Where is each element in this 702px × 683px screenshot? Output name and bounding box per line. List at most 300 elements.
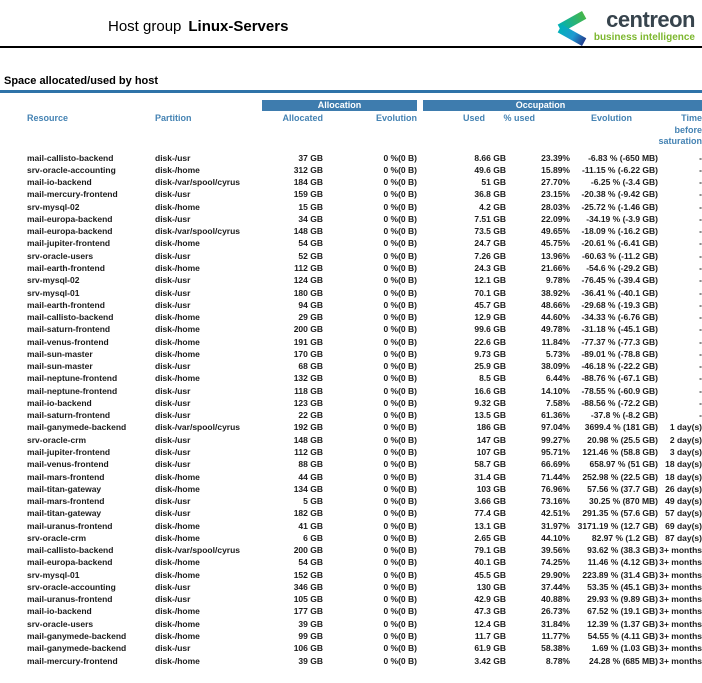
cell-resource: mail-mercury-frontend: [27, 655, 118, 666]
table-row: [0, 605, 702, 617]
table-row: [0, 164, 702, 176]
cell-alloc-evolution: 0 %(0 B): [383, 630, 417, 641]
cell-allocated: 177 GB: [293, 606, 323, 617]
table-row: [0, 188, 702, 200]
section-title: Space allocated/used by host: [4, 75, 159, 87]
cell-used: 45.7 GB: [474, 299, 506, 310]
cell-partition: disk-/usr: [155, 496, 191, 507]
cell-alloc-evolution: 0 %(0 B): [383, 520, 417, 531]
cell-pct-used: 21.66%: [541, 263, 570, 274]
cell-used: 7.26 GB: [474, 250, 506, 261]
cell-used: 9.73 GB: [474, 348, 506, 359]
cell-partition: disk-/usr: [155, 581, 191, 592]
cell-used: 11.7 GB: [474, 630, 506, 641]
cell-partition: disk-/usr: [155, 287, 191, 298]
cell-allocated: 39 GB: [298, 618, 323, 629]
cell-occ-evolution: -88.76 % (-67.1 GB): [581, 373, 658, 384]
cell-resource: srv-mysql-01: [27, 287, 80, 298]
cell-partition: disk-/usr: [155, 643, 191, 654]
table-row: [0, 348, 702, 360]
cell-resource: mail-sun-master: [27, 348, 93, 359]
cell-time: -: [699, 275, 702, 286]
cell-used: 73.5 GB: [474, 226, 506, 237]
cell-alloc-evolution: 0 %(0 B): [383, 483, 417, 494]
cell-alloc-evolution: 0 %(0 B): [383, 594, 417, 605]
table-row: [0, 311, 702, 323]
cell-alloc-evolution: 0 %(0 B): [383, 361, 417, 372]
cell-used: 147 GB: [476, 434, 506, 445]
cell-pct-used: 8.78%: [545, 655, 570, 666]
cell-occ-evolution: -6.83 % (-650 MB): [588, 152, 658, 163]
cell-pct-used: 28.03%: [541, 201, 570, 212]
cell-allocated: 200 GB: [293, 545, 323, 556]
table-row: [0, 507, 702, 519]
cell-used: 24.3 GB: [474, 263, 506, 274]
cell-pct-used: 27.70%: [541, 177, 570, 188]
cell-allocated: 346 GB: [293, 581, 323, 592]
cell-occ-evolution: 82.97 % (1.2 GB): [591, 532, 658, 543]
page-title-name: Linux-Servers: [188, 18, 289, 35]
cell-pct-used: 95.71%: [541, 447, 570, 457]
cell-alloc-evolution: 0 %(0 B): [383, 397, 417, 408]
col-header-resource: Resource: [27, 113, 69, 123]
cell-resource: mail-mercury-frontend: [27, 189, 118, 200]
cell-allocated: 88 GB: [298, 459, 323, 470]
cell-time: 3+ months: [659, 606, 702, 617]
cell-pct-used: 61.36%: [541, 410, 570, 421]
cell-partition: disk-/home: [155, 606, 200, 617]
cell-occ-evolution: -31.18 % (-45.1 GB): [581, 324, 658, 335]
brand-text: [594, 9, 695, 43]
cell-pct-used: 40.88%: [541, 594, 570, 605]
table-row: [0, 237, 702, 249]
cell-partition: disk-/usr: [155, 152, 191, 163]
cell-alloc-evolution: 0 %(0 B): [383, 226, 417, 237]
cell-alloc-evolution: 0 %(0 B): [383, 275, 417, 286]
table-row: [0, 532, 702, 544]
table-row: [0, 360, 702, 372]
table-row: [0, 421, 702, 433]
cell-pct-used: 31.84%: [541, 618, 570, 629]
cell-occ-evolution: -37.8 % (-8.2 GB): [590, 410, 658, 421]
cell-time: 3+ months: [659, 545, 702, 556]
table-row: [0, 225, 702, 237]
cell-occ-evolution: 291.35 % (57.6 GB): [582, 508, 658, 519]
cell-time: 3+ months: [659, 557, 702, 568]
cell-used: 40.1 GB: [474, 557, 506, 568]
cell-alloc-evolution: 0 %(0 B): [383, 312, 417, 323]
cell-alloc-evolution: 0 %(0 B): [383, 545, 417, 556]
cell-used: 31.4 GB: [474, 471, 506, 482]
allocation-group-header: Allocation: [262, 100, 417, 111]
cell-allocated: 132 GB: [293, 373, 323, 384]
cell-used: 61.9 GB: [474, 643, 506, 654]
cell-occ-evolution: 93.62 % (38.3 GB): [587, 545, 658, 556]
section-rule: [0, 90, 702, 93]
cell-resource: mail-europa-backend: [27, 226, 113, 237]
cell-resource: srv-mysql-02: [27, 275, 80, 286]
cell-allocated: 170 GB: [293, 348, 323, 359]
cell-used: 22.6 GB: [474, 336, 506, 347]
cell-resource: mail-callisto-backend: [27, 312, 114, 323]
group-header-spacer: [0, 100, 262, 111]
cell-resource: srv-mysql-02: [27, 201, 80, 212]
cell-occ-evolution: 53.35 % (45.1 GB): [587, 581, 658, 592]
cell-pct-used: 76.96%: [541, 483, 570, 494]
cell-partition: disk-/home: [155, 557, 200, 568]
cell-used: 107 GB: [476, 447, 506, 457]
cell-occ-evolution: 658.97 % (51 GB): [589, 459, 658, 470]
cell-allocated: 5 GB: [303, 496, 323, 507]
cell-used: 8.5 GB: [479, 373, 506, 384]
cell-allocated: 37 GB: [298, 152, 323, 163]
cell-allocated: 68 GB: [298, 361, 323, 372]
col-header-allocated: Allocated: [282, 113, 323, 123]
cell-occ-evolution: 121.46 % (58.8 GB): [582, 447, 658, 457]
cell-time: -: [699, 177, 702, 188]
table-row: [0, 519, 702, 531]
cell-resource: mail-neptune-frontend: [27, 385, 118, 396]
cell-allocated: 152 GB: [293, 569, 323, 580]
group-header-row: [0, 100, 702, 111]
cell-pct-used: 7.58%: [545, 397, 570, 408]
cell-allocated: 54 GB: [298, 238, 323, 249]
cell-pct-used: 71.44%: [541, 471, 570, 482]
cell-allocated: 41 GB: [298, 520, 323, 531]
cell-time: -: [699, 299, 702, 310]
cell-resource: mail-callisto-backend: [27, 152, 114, 163]
cell-partition: disk-/usr: [155, 250, 191, 261]
cell-partition: disk-/home: [155, 373, 200, 384]
cell-time: -: [699, 287, 702, 298]
cell-pct-used: 11.84%: [541, 336, 570, 347]
cell-allocated: 44 GB: [298, 471, 323, 482]
cell-used: 9.32 GB: [474, 397, 506, 408]
cell-partition: disk-/usr: [155, 459, 191, 470]
cell-partition: disk-/home: [155, 348, 200, 359]
cell-used: 3.42 GB: [474, 655, 506, 666]
cell-resource: mail-sun-master: [27, 361, 93, 372]
cell-time: 3+ months: [659, 643, 702, 654]
space-table: [0, 100, 702, 667]
title-rule: [0, 46, 702, 48]
cell-partition: disk-/var/spool/cyrus: [155, 226, 241, 237]
cell-alloc-evolution: 0 %(0 B): [383, 348, 417, 359]
col-header-pct-used: % used: [503, 113, 535, 123]
cell-partition: disk-/home: [155, 618, 200, 629]
cell-alloc-evolution: 0 %(0 B): [383, 201, 417, 212]
cell-partition: disk-/home: [155, 630, 200, 641]
cell-partition: disk-/home: [155, 336, 200, 347]
table-row: [0, 385, 702, 397]
cell-time: -: [699, 250, 702, 261]
col-header-time-before-saturation: [632, 113, 702, 148]
table-row: [0, 152, 702, 164]
cell-pct-used: 22.09%: [541, 213, 570, 224]
cell-partition: disk-/usr: [155, 361, 191, 372]
table-row: [0, 446, 702, 458]
cell-partition: disk-/home: [155, 520, 200, 531]
cell-pct-used: 37.44%: [541, 581, 570, 592]
cell-partition: disk-/usr: [155, 385, 191, 396]
cell-resource: srv-mysql-01: [27, 569, 80, 580]
cell-used: 2.65 GB: [474, 532, 506, 543]
cell-partition: disk-/home: [155, 263, 200, 274]
cell-occ-evolution: -54.6 % (-29.2 GB): [586, 263, 658, 274]
cell-pct-used: 38.09%: [541, 361, 570, 372]
table-row: [0, 495, 702, 507]
cell-alloc-evolution: 0 %(0 B): [383, 508, 417, 519]
cell-pct-used: 15.89%: [541, 164, 570, 175]
cell-pct-used: 29.90%: [541, 569, 570, 580]
cell-alloc-evolution: 0 %(0 B): [383, 496, 417, 507]
cell-pct-used: 49.78%: [541, 324, 570, 335]
cell-used: 24.7 GB: [474, 238, 506, 249]
cell-alloc-evolution: 0 %(0 B): [383, 422, 417, 433]
cell-pct-used: 74.25%: [541, 557, 570, 568]
cell-alloc-evolution: 0 %(0 B): [383, 434, 417, 445]
cell-partition: disk-/home: [155, 655, 200, 666]
cell-partition: disk-/home: [155, 238, 200, 249]
cell-alloc-evolution: 0 %(0 B): [383, 643, 417, 654]
col-header-partition: Partition: [155, 113, 192, 123]
cell-pct-used: 48.66%: [541, 299, 570, 310]
cell-allocated: 112 GB: [294, 447, 323, 457]
cell-occ-evolution: -60.63 % (-11.2 GB): [581, 250, 658, 261]
cell-allocated: 184 GB: [293, 177, 323, 188]
cell-resource: mail-io-backend: [27, 177, 92, 188]
table-row: [0, 544, 702, 556]
cell-occ-evolution: 223.89 % (31.4 GB): [582, 569, 658, 580]
table-row: [0, 335, 702, 347]
cell-partition: disk-/usr: [155, 299, 191, 310]
cell-pct-used: 44.60%: [541, 312, 570, 323]
column-header-row: [0, 113, 702, 148]
cell-pct-used: 6.44%: [545, 373, 570, 384]
cell-occ-evolution: 54.55 % (4.11 GB): [587, 630, 658, 641]
cell-used: 51 GB: [481, 177, 506, 188]
table-row: [0, 630, 702, 642]
cell-resource: mail-jupiter-frontend: [27, 238, 111, 249]
cell-allocated: 182 GB: [293, 508, 323, 519]
cell-alloc-evolution: 0 %(0 B): [383, 581, 417, 592]
cell-alloc-evolution: 0 %(0 B): [383, 250, 417, 261]
cell-used: 47.3 GB: [474, 606, 506, 617]
cell-alloc-evolution: 0 %(0 B): [383, 557, 417, 568]
cell-occ-evolution: 29.93 % (9.89 GB): [587, 594, 658, 605]
cell-resource: mail-mars-frontend: [27, 471, 105, 482]
cell-time: -: [699, 152, 702, 163]
cell-alloc-evolution: 0 %(0 B): [383, 213, 417, 224]
cell-alloc-evolution: 0 %(0 B): [383, 164, 417, 175]
cell-allocated: 39 GB: [298, 655, 323, 666]
cell-resource: mail-jupiter-frontend: [27, 447, 111, 457]
cell-allocated: 123 GB: [293, 397, 323, 408]
cell-alloc-evolution: 0 %(0 B): [383, 471, 417, 482]
cell-allocated: 200 GB: [293, 324, 323, 335]
cell-allocated: 191 GB: [293, 336, 323, 347]
table-row: [0, 569, 702, 581]
cell-pct-used: 45.75%: [541, 238, 570, 249]
cell-partition: disk-/var/spool/cyrus: [155, 177, 241, 188]
cell-occ-evolution: 30.25 % (870 MB): [589, 496, 658, 507]
cell-allocated: 22 GB: [298, 410, 323, 421]
brand-tagline: business intelligence: [593, 32, 695, 43]
cell-resource: mail-ganymede-backend: [27, 630, 127, 641]
cell-occ-evolution: -76.45 % (-39.4 GB): [581, 275, 658, 286]
table-row: [0, 593, 702, 605]
cell-pct-used: 14.10%: [541, 385, 570, 396]
table-row: [0, 642, 702, 654]
table-row: [0, 397, 702, 409]
cell-used: 186 GB: [476, 422, 506, 433]
cell-time: -: [699, 213, 702, 224]
cell-allocated: 105 GB: [293, 594, 323, 605]
cell-time: -: [699, 385, 702, 396]
cell-time: 49 day(s): [665, 496, 702, 507]
cell-partition: disk-/usr: [155, 434, 191, 445]
cell-partition: disk-/usr: [155, 189, 191, 200]
cell-pct-used: 66.69%: [541, 459, 570, 470]
cell-time: -: [699, 373, 702, 384]
cell-alloc-evolution: 0 %(0 B): [383, 447, 417, 457]
cell-alloc-evolution: 0 %(0 B): [383, 655, 417, 666]
cell-occ-evolution: -20.61 % (-6.41 GB): [581, 238, 658, 249]
brand-name: centreon: [606, 7, 695, 32]
cell-partition: disk-/var/spool/cyrus: [155, 545, 241, 556]
table-row: [0, 458, 702, 470]
cell-time: -: [699, 361, 702, 372]
cell-resource: mail-io-backend: [27, 606, 92, 617]
cell-used: 42.9 GB: [474, 594, 506, 605]
cell-alloc-evolution: 0 %(0 B): [383, 336, 417, 347]
table-row: [0, 556, 702, 568]
cell-partition: disk-/usr: [155, 594, 191, 605]
cell-occ-evolution: -20.38 % (-9.42 GB): [581, 189, 658, 200]
cell-alloc-evolution: 0 %(0 B): [383, 177, 417, 188]
table-row: [0, 434, 702, 446]
cell-used: 25.9 GB: [474, 361, 506, 372]
cell-alloc-evolution: 0 %(0 B): [383, 459, 417, 470]
centreon-logo-icon: [553, 10, 590, 47]
cell-resource: mail-callisto-backend: [27, 545, 114, 556]
cell-pct-used: 73.16%: [541, 496, 570, 507]
cell-resource: mail-mars-frontend: [27, 496, 105, 507]
cell-resource: mail-ganymede-backend: [27, 643, 127, 654]
cell-partition: disk-/home: [155, 532, 200, 543]
cell-resource: mail-io-backend: [27, 397, 92, 408]
table-row: [0, 470, 702, 482]
cell-partition: disk-/home: [155, 324, 200, 335]
cell-occ-evolution: -77.37 % (-77.3 GB): [581, 336, 658, 347]
cell-occ-evolution: -36.41 % (-40.1 GB): [581, 287, 658, 298]
cell-partition: disk-/home: [155, 164, 200, 175]
cell-alloc-evolution: 0 %(0 B): [383, 263, 417, 274]
cell-partition: disk-/usr: [155, 447, 191, 457]
table-row: [0, 618, 702, 630]
cell-time: 1 day(s): [669, 422, 702, 433]
cell-resource: mail-venus-frontend: [27, 459, 109, 470]
cell-time: 3+ months: [659, 618, 702, 629]
cell-alloc-evolution: 0 %(0 B): [383, 152, 417, 163]
cell-resource: mail-titan-gateway: [27, 483, 102, 494]
cell-used: 58.7 GB: [474, 459, 506, 470]
cell-resource: mail-earth-frontend: [27, 263, 105, 274]
cell-occ-evolution: 12.39 % (1.37 GB): [587, 618, 658, 629]
col-header-occ-evolution: Evolution: [591, 113, 632, 123]
cell-occ-evolution: -18.09 % (-16.2 GB): [581, 226, 658, 237]
table-row: [0, 483, 702, 495]
table-row: [0, 262, 702, 274]
cell-occ-evolution: -89.01 % (-78.8 GB): [581, 348, 658, 359]
cell-time: 87 day(s): [665, 532, 702, 543]
cell-partition: disk-/usr: [155, 213, 191, 224]
cell-alloc-evolution: 0 %(0 B): [383, 324, 417, 335]
cell-resource: srv-oracle-users: [27, 618, 94, 629]
table-row: [0, 286, 702, 298]
cell-used: 3.66 GB: [474, 496, 506, 507]
cell-allocated: 94 GB: [298, 299, 323, 310]
cell-alloc-evolution: 0 %(0 B): [383, 606, 417, 617]
cell-time: -: [699, 348, 702, 359]
cell-used: 13.1 GB: [474, 520, 506, 531]
cell-pct-used: 5.73%: [545, 348, 570, 359]
cell-allocated: 159 GB: [293, 189, 323, 200]
cell-time: -: [699, 312, 702, 323]
table-row: [0, 213, 702, 225]
cell-resource: srv-oracle-accounting: [27, 581, 116, 592]
cell-occ-evolution: -6.25 % (-3.4 GB): [590, 177, 658, 188]
cell-allocated: 99 GB: [298, 630, 323, 641]
cell-time: 18 day(s): [665, 459, 702, 470]
cell-allocated: 15 GB: [298, 201, 323, 212]
cell-time: 2 day(s): [669, 434, 702, 445]
cell-partition: disk-/usr: [155, 397, 191, 408]
cell-time: -: [699, 164, 702, 175]
table-row: [0, 176, 702, 188]
cell-used: 45.5 GB: [474, 569, 506, 580]
cell-occ-evolution: 1.69 % (1.03 GB): [591, 643, 658, 654]
brand-logo: [553, 9, 695, 47]
cell-partition: disk-/home: [155, 201, 200, 212]
cell-resource: mail-saturn-frontend: [27, 410, 111, 421]
cell-resource: srv-oracle-crm: [27, 532, 87, 543]
table-row: [0, 201, 702, 213]
cell-occ-evolution: -88.56 % (-72.2 GB): [581, 397, 658, 408]
cell-alloc-evolution: 0 %(0 B): [383, 618, 417, 629]
cell-time: 3+ months: [659, 569, 702, 580]
cell-used: 8.66 GB: [474, 152, 506, 163]
cell-partition: disk-/var/spool/cyrus: [155, 422, 241, 433]
cell-occ-evolution: -78.55 % (-60.9 GB): [581, 385, 658, 396]
cell-allocated: 6 GB: [303, 532, 323, 543]
cell-used: 49.6 GB: [474, 164, 506, 175]
cell-occ-evolution: 11.46 % (4.12 GB): [587, 557, 658, 568]
cell-time: -: [699, 238, 702, 249]
cell-pct-used: 44.10%: [541, 532, 570, 543]
cell-time: -: [699, 189, 702, 200]
cell-resource: mail-ganymede-backend: [27, 422, 127, 433]
cell-allocated: 54 GB: [298, 557, 323, 568]
cell-pct-used: 49.65%: [541, 226, 570, 237]
cell-allocated: 148 GB: [293, 226, 323, 237]
cell-alloc-evolution: 0 %(0 B): [383, 532, 417, 543]
cell-used: 79.1 GB: [474, 545, 506, 556]
cell-alloc-evolution: 0 %(0 B): [383, 373, 417, 384]
cell-time: -: [699, 397, 702, 408]
cell-resource: mail-venus-frontend: [27, 336, 109, 347]
cell-occ-evolution: 3171.19 % (12.7 GB): [577, 520, 658, 531]
